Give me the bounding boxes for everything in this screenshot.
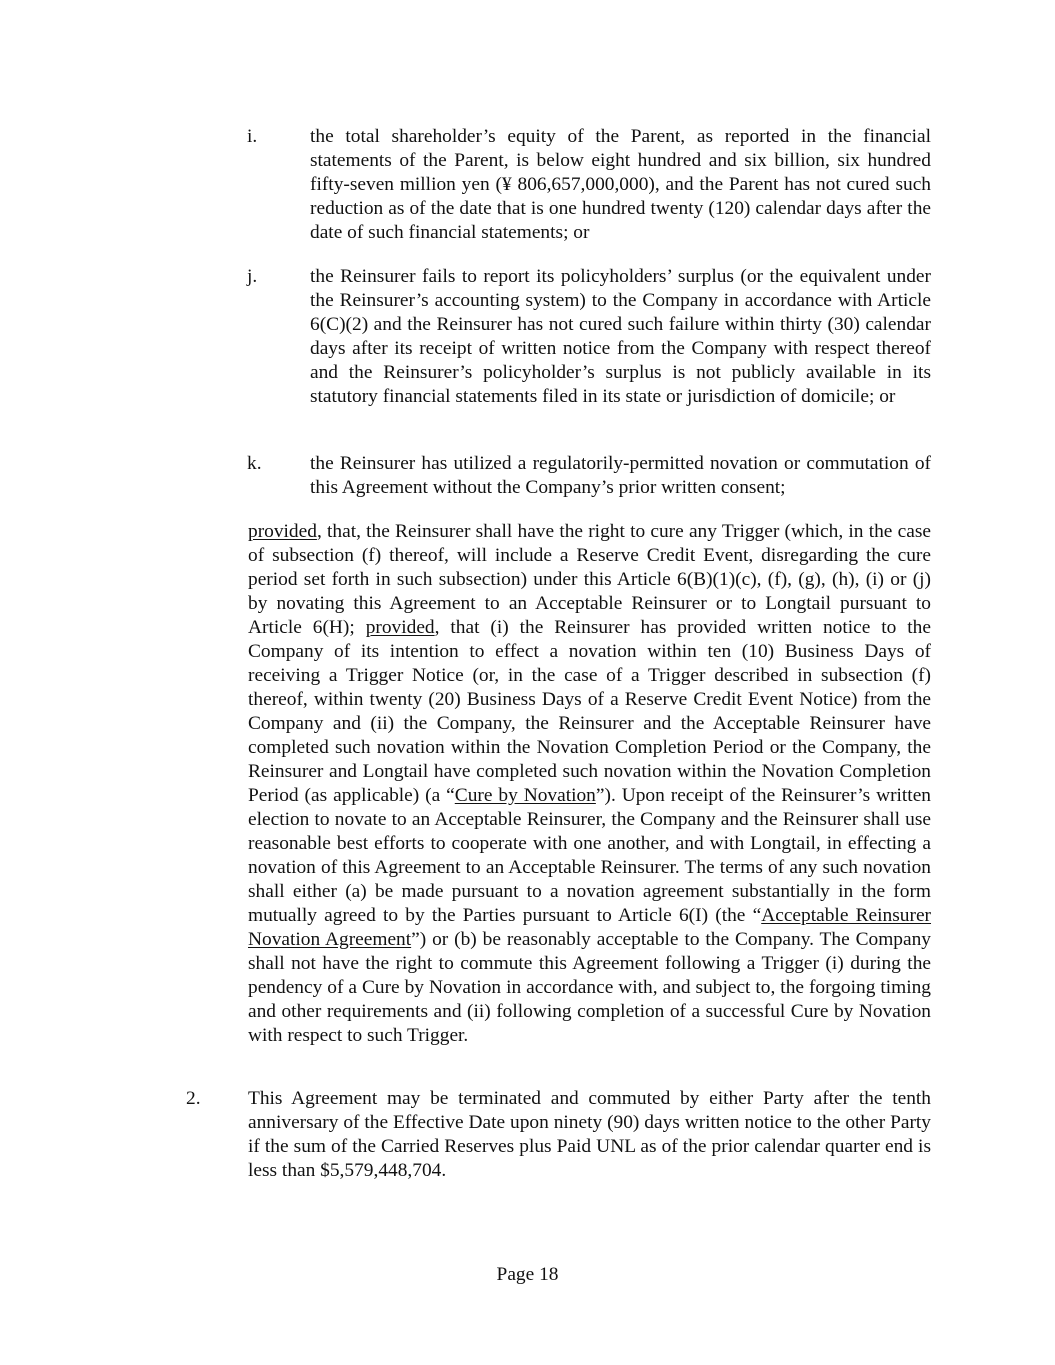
proviso-segment-2: , that (i) the Reinsurer has provided written notice to the Company of its intention to effect a novation within ten (10) Business Days of receiving a Trigger Notice (or, in the case of a Trigger described in subsection (f) thereof, within twenty (20) Business Days of a Reserve Credit Event Notice) from the Company and (ii) the Company, the Reinsurer and the Acceptable Reinsurer have completed such novation within the Novation Completion Period or the Company, the Reinsurer and Longtail have completed such novation within the Novation Completion Period (as applicable) (a “ bbox=[248, 617, 931, 806]
proviso-segment-1: , that, the Reinsurer shall have the right to cure any Trigger (which, in the case of subsection (f) thereof, will include a Reserve Credit Event, disregarding the cure period set forth in such subsection) under this Article 6(B)(1)(c), (f), (g), (h), (i) or (j) by novating this Agreement to an Acceptable Reinsurer or to Longtail pursuant to Article 6(H); bbox=[248, 521, 931, 638]
clause-k-text: the Reinsurer has utilized a regulatorily-permitted novation or commutation of this Agreement without the Company’s prior written consent; bbox=[310, 453, 931, 498]
provided-term-2: provided bbox=[365, 617, 435, 638]
section-2-text: This Agreement may be terminated and commuted by either Party after the tenth anniversary of the Effective Date upon ninety (90) days written notice to the other Party if the sum of the Carried Reserves plus Paid UNL as of the prior calendar quarter end is less than $5,579,448,704. bbox=[248, 1088, 931, 1181]
proviso-segment-4: ”) or (b) be reasonably acceptable to the Company. The Company shall not have the right to commute this Agreement following a Trigger (i) during the pendency of a Cure by Novation in accordance with, and subject to, the forgoing timing and other requirements and (ii) following completion of a successful Cure by Novation with respect to such Trigger. bbox=[248, 929, 931, 1046]
defined-term-novation-agreement: Acceptable Reinsurer Novation Agreement bbox=[248, 905, 932, 950]
clause-j-text: the Reinsurer fails to report its policyholders’ surplus (or the equivalent under the Reinsurer’s accounting system) to the Company in accordance with Article 6(C)(2) and the Reinsurer has not cured such failure within thirty (30) calendar days after its receipt of written notice from the Company with respect thereof and the Reinsurer’s policyholder’s surplus is not publicly available in its statutory financial statements filed in its state or jurisdiction of domicile; or bbox=[310, 266, 931, 407]
page-number: Page 18 bbox=[496, 1264, 559, 1285]
clause-i bbox=[248, 125, 931, 245]
proviso-segment-3: ”). Upon receipt of the Reinsurer’s written election to novate to an Acceptable Reinsurer, the Company and the Reinsurer shall use reasonable best efforts to cooperate with one another, and with Longtail, in effecting a novation of this Agreement to an Acceptable Reinsurer. The terms of any such novation shall either (a) be made pursuant to a novation agreement substantially in the form mutually agreed to by the Parties pursuant to Article 6(I) (the “ bbox=[248, 785, 931, 926]
clause-j bbox=[248, 265, 931, 409]
clause-k bbox=[248, 452, 931, 500]
section-2-marker: 2. bbox=[186, 1088, 201, 1109]
clause-i-text: the total shareholder’s equity of the Parent, as reported in the financial statements of the Parent, is below eight hundred and six billion, six hundred fifty-seven million yen (¥ 806,657,000,000), and the Parent has not cured such reduction as of the date that is one hundred twenty (120) calendar days after the date of such financial statements; or bbox=[310, 126, 931, 243]
clause-i-marker: i. bbox=[247, 126, 258, 147]
clause-j-marker: j. bbox=[247, 266, 258, 287]
clause-k-marker: k. bbox=[247, 453, 262, 474]
section-2 bbox=[186, 1087, 931, 1183]
defined-term-cure-by-novation: Cure by Novation bbox=[454, 785, 596, 806]
proviso-paragraph bbox=[248, 520, 931, 1048]
provided-term-1: provided bbox=[248, 521, 317, 542]
